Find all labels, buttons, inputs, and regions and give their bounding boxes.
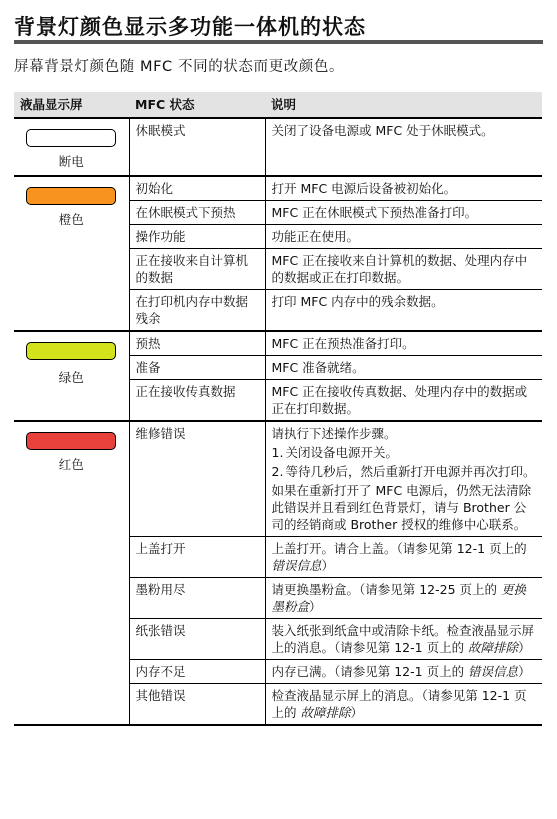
desc-close: ） [518, 640, 531, 655]
desc-cell: 关闭了设备电源或 MFC 处于休眠模式。 [265, 118, 542, 176]
page-reference-link[interactable]: 错误信息 [468, 664, 519, 679]
desc-cell: MFC 正在接收传真数据、处理内存中的数据或正在打印数据。 [265, 380, 542, 422]
page-reference-link[interactable]: 更换墨粉盒 [271, 582, 527, 614]
desc-close: ） [350, 705, 364, 720]
table-row [14, 176, 542, 201]
table-row [14, 421, 542, 537]
state-cell: 正在接收传真数据 [129, 380, 265, 422]
desc-cell [265, 684, 542, 726]
step-item [272, 444, 537, 461]
state-cell: 内存不足 [129, 660, 265, 684]
lcd-cell [14, 421, 129, 725]
desc-cell: 打印 MFC 内存中的残余数据。 [265, 290, 542, 332]
lcd-label: 断电 [58, 154, 84, 169]
desc-cell: MFC 正在接收来自计算机的数据、处理内存中的数据或正在打印数据。 [265, 249, 542, 290]
desc-cell: 功能正在使用。 [265, 225, 542, 249]
step-number: 1. [271, 445, 284, 460]
desc-close: ） [518, 664, 531, 679]
table-row [14, 331, 542, 356]
desc-cell [265, 619, 542, 660]
state-cell: 其他错误 [129, 684, 265, 726]
desc-text: 装入纸张到纸盒中或清除卡纸。检查液晶显示屏上的消息。（请参见第 12-1 页上的 [271, 623, 535, 655]
desc-cell: 打开 MFC 电源后设备被初始化。 [265, 176, 542, 201]
step-text: 关闭设备电源开关。 [285, 445, 399, 460]
lcd-swatch-red [26, 432, 116, 450]
status-table [14, 92, 542, 726]
table-row [14, 118, 542, 176]
state-cell: 正在接收来自计算机的数据 [129, 249, 265, 290]
lcd-swatch-green [26, 342, 116, 360]
page-title: 背景灯颜色显示多功能一体机的状态 [14, 15, 366, 39]
lcd-label: 橙色 [58, 212, 84, 227]
desc-text: 上盖打开。请合上盖。（请参见第 12-1 页上的 [271, 541, 527, 556]
title-rule [14, 40, 543, 44]
desc-close: ） [309, 599, 322, 614]
desc-cell: MFC 正在预热准备打印。 [265, 331, 542, 356]
desc-after: 如果在重新打开了 MFC 电源后，仍然无法清除此错误并且看到红色背景灯，请与 Brother 公司的经销商或 Brother 授权的维修中心联系。 [271, 483, 532, 532]
desc-text: 请更换墨粉盒。（请参见第 12-25 页上的 [271, 582, 501, 597]
state-cell: 操作功能 [129, 225, 265, 249]
lcd-cell [14, 176, 129, 331]
step-number: 2. [271, 464, 284, 479]
lcd-label: 绿色 [58, 370, 84, 385]
desc-cell [265, 537, 542, 578]
lcd-cell [14, 118, 129, 176]
header-lcd: 液晶显示屏 [14, 92, 129, 118]
desc-cell [265, 578, 542, 619]
desc-text: 内存已满。（请参见第 12-1 页上的 [271, 664, 469, 679]
state-cell: 维修错误 [129, 421, 265, 537]
state-cell: 墨粉用尽 [129, 578, 265, 619]
desc-cell: MFC 准备就绪。 [265, 356, 542, 380]
desc-cell [265, 421, 542, 537]
lcd-swatch-off [26, 129, 116, 147]
state-cell: 初始化 [129, 176, 265, 201]
lcd-label: 红色 [58, 457, 84, 472]
lcd-cell [14, 331, 129, 421]
page-reference-link[interactable]: 错误信息 [271, 558, 322, 573]
desc-text: 检查液晶显示屏上的消息。（请参见第 12-1 页上的 [271, 688, 527, 720]
state-cell: 休眠模式 [129, 118, 265, 176]
state-cell: 纸张错误 [129, 619, 265, 660]
desc-close: ） [321, 558, 335, 573]
table-header-row [14, 92, 542, 118]
state-cell: 预热 [129, 331, 265, 356]
lcd-swatch-orange [26, 187, 116, 205]
intro-text: 屏幕背景灯颜色随 MFC 不同的状态而更改颜色。 [14, 59, 345, 75]
page-reference-link[interactable]: 故障排除 [300, 705, 351, 720]
step-text: 等待几秒后，然后重新打开电源并再次打印。 [285, 464, 536, 479]
desc-cell [265, 660, 542, 684]
header-description: 说明 [265, 92, 542, 118]
desc-cell: MFC 正在休眠模式下预热准备打印。 [265, 201, 542, 225]
state-cell: 在休眠模式下预热 [129, 201, 265, 225]
state-cell: 上盖打开 [129, 537, 265, 578]
header-mfc-state: MFC 状态 [129, 92, 265, 118]
state-cell: 在打印机内存中数据残余 [129, 290, 265, 332]
step-item [272, 463, 537, 480]
page-reference-link[interactable]: 故障排除 [468, 640, 519, 655]
desc-intro: 请执行下述操作步骤。 [271, 426, 397, 441]
state-cell: 准备 [129, 356, 265, 380]
